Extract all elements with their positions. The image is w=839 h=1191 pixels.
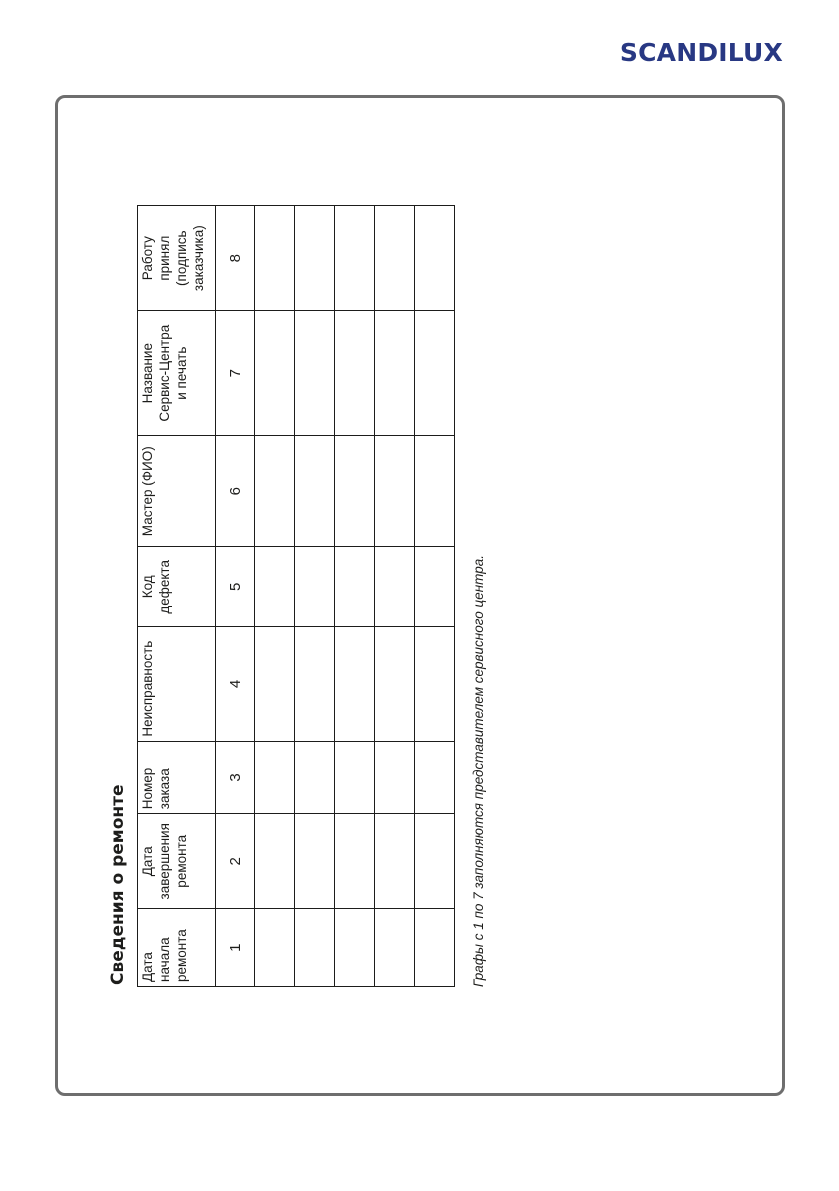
column-number: 5 bbox=[216, 547, 255, 627]
header-label: Код bbox=[140, 575, 155, 599]
empty-cell[interactable] bbox=[255, 547, 295, 627]
empty-cell[interactable] bbox=[375, 311, 415, 436]
empty-cell[interactable] bbox=[255, 909, 295, 987]
header-label: Мастер (ФИО) bbox=[140, 446, 155, 537]
table-row bbox=[375, 206, 415, 987]
table-row bbox=[415, 206, 455, 987]
column-number: 6 bbox=[216, 436, 255, 547]
empty-cell[interactable] bbox=[375, 909, 415, 987]
column-number-row bbox=[216, 206, 255, 987]
header-label: Неисправность bbox=[140, 640, 155, 737]
header-label: ремонта bbox=[174, 929, 189, 982]
header-label: Работу bbox=[140, 236, 155, 281]
table-row bbox=[295, 206, 335, 987]
column-number: 2 bbox=[216, 814, 255, 909]
empty-cell[interactable] bbox=[255, 741, 295, 814]
column-number: 4 bbox=[216, 627, 255, 741]
empty-cell[interactable] bbox=[415, 547, 455, 627]
empty-cell[interactable] bbox=[335, 909, 375, 987]
empty-cell[interactable] bbox=[415, 206, 455, 311]
section-title: Сведения о ремонте bbox=[108, 784, 128, 985]
empty-cell[interactable] bbox=[335, 436, 375, 547]
header-label: Дата bbox=[140, 846, 155, 877]
header-row bbox=[138, 206, 216, 987]
table-row bbox=[255, 206, 295, 987]
empty-cell[interactable] bbox=[295, 909, 335, 987]
empty-cell[interactable] bbox=[295, 741, 335, 814]
empty-cell[interactable] bbox=[415, 741, 455, 814]
repair-info-block bbox=[100, 205, 500, 987]
empty-cell[interactable] bbox=[335, 627, 375, 741]
column-number: 8 bbox=[216, 206, 255, 311]
empty-cell[interactable] bbox=[295, 547, 335, 627]
header-cell bbox=[138, 311, 216, 436]
header-label: заказа bbox=[157, 768, 172, 810]
empty-cell[interactable] bbox=[375, 741, 415, 814]
header-cell bbox=[138, 814, 216, 909]
repair-table bbox=[137, 205, 455, 987]
empty-cell[interactable] bbox=[255, 206, 295, 311]
empty-cell[interactable] bbox=[255, 627, 295, 741]
header-cell bbox=[138, 627, 216, 741]
column-number: 1 bbox=[216, 909, 255, 987]
empty-cell[interactable] bbox=[335, 547, 375, 627]
empty-cell[interactable] bbox=[335, 206, 375, 311]
empty-cell[interactable] bbox=[295, 206, 335, 311]
header-label: Сервис-Центра bbox=[157, 324, 172, 422]
header-label: заказчика) bbox=[191, 225, 206, 292]
column-number: 3 bbox=[216, 741, 255, 814]
header-label: Номер bbox=[140, 767, 155, 810]
empty-cell[interactable] bbox=[415, 814, 455, 909]
empty-cell[interactable] bbox=[375, 206, 415, 311]
header-cell bbox=[138, 909, 216, 987]
empty-cell[interactable] bbox=[415, 909, 455, 987]
empty-cell[interactable] bbox=[255, 814, 295, 909]
empty-cell[interactable] bbox=[415, 311, 455, 436]
header-label: Дата начала bbox=[140, 937, 172, 982]
empty-cell[interactable] bbox=[255, 311, 295, 436]
empty-cell[interactable] bbox=[295, 627, 335, 741]
header-label: ремонта bbox=[174, 834, 189, 888]
empty-cell[interactable] bbox=[375, 547, 415, 627]
empty-cell[interactable] bbox=[295, 814, 335, 909]
brand-logo: SCANDILUX bbox=[619, 38, 783, 67]
header-label: Название bbox=[140, 343, 155, 404]
header-label: дефекта bbox=[157, 560, 172, 614]
table-row bbox=[335, 206, 375, 987]
header-label: (подпись bbox=[174, 230, 189, 286]
empty-cell[interactable] bbox=[375, 436, 415, 547]
empty-cell[interactable] bbox=[295, 311, 335, 436]
header-label: и печать bbox=[174, 346, 189, 400]
footnote: Графы с 1 по 7 заполняются представителем сервисного центра. bbox=[471, 555, 486, 987]
empty-cell[interactable] bbox=[335, 311, 375, 436]
header-cell bbox=[138, 206, 216, 311]
empty-cell[interactable] bbox=[335, 814, 375, 909]
header-cell bbox=[138, 741, 216, 814]
empty-cell[interactable] bbox=[415, 627, 455, 741]
header-label: принял bbox=[157, 235, 172, 281]
empty-cell[interactable] bbox=[375, 627, 415, 741]
empty-cell[interactable] bbox=[375, 814, 415, 909]
empty-cell[interactable] bbox=[415, 436, 455, 547]
header-cell bbox=[138, 547, 216, 627]
header-cell bbox=[138, 436, 216, 547]
column-number: 7 bbox=[216, 311, 255, 436]
empty-cell[interactable] bbox=[255, 436, 295, 547]
header-label: завершения bbox=[157, 823, 172, 900]
empty-cell[interactable] bbox=[335, 741, 375, 814]
empty-cell[interactable] bbox=[295, 436, 335, 547]
